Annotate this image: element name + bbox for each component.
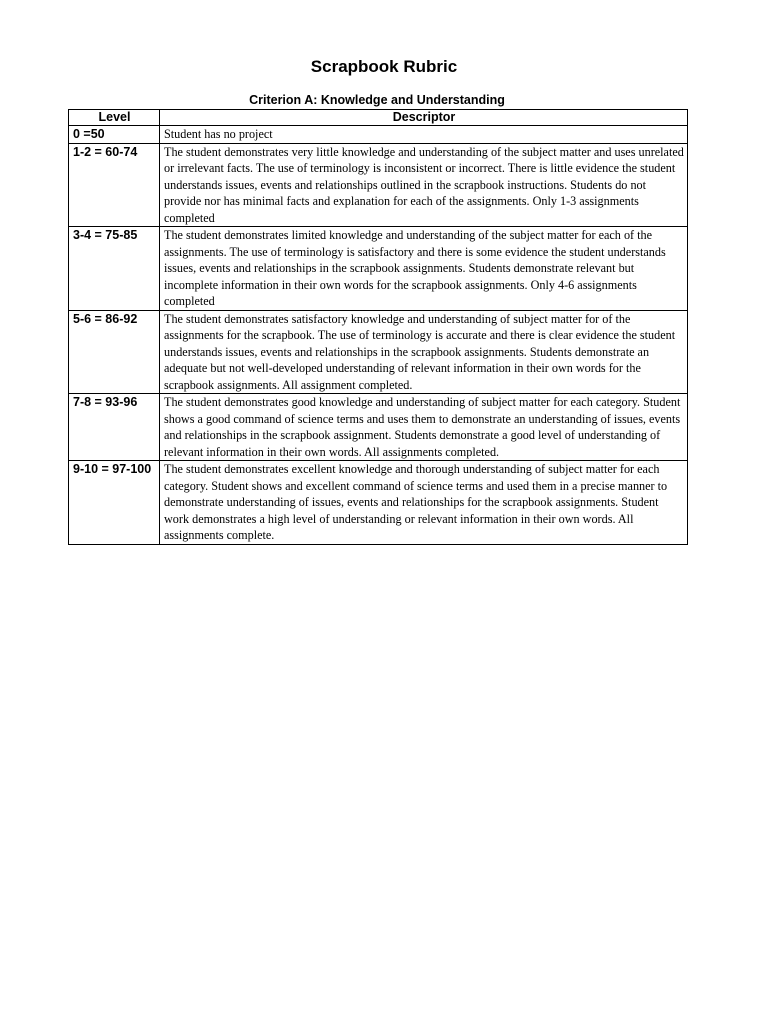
descriptor-cell: The student demonstrates very little knowledge and understanding of the subject matter and uses unrelated or irrelevant facts. The use of terminology is inconsistent or incorrect. There is little evidence the student understands issues, events and relationships outlined in the scrapbook instructions. Students do not provide nor has minimal facts and explanation for each of the assignments. Only 1-3 assignments completed (160, 143, 688, 227)
rubric-table (68, 109, 688, 545)
descriptor-column-header: Descriptor (160, 110, 688, 126)
level-cell: 5-6 = 86-92 (69, 310, 160, 394)
level-cell: 1-2 = 60-74 (69, 143, 160, 227)
page-title: Scrapbook Rubric (310, 57, 458, 76)
descriptor-cell: The student demonstrates good knowledge and understanding of subject matter for each category. Student shows a good command of science terms and uses them to demonstrate an understanding of issues, events and relationships in the scrapbook assignment. Students demonstrate a good level of understanding of relevant information in their own words. All assignments completed. (160, 394, 688, 461)
criterion-heading: Criterion A: Knowledge and Understanding (249, 93, 505, 107)
descriptor-cell: The student demonstrates satisfactory knowledge and understanding of subject matter for of the assignments for the scrapbook. The use of terminology is accurate and there is clear evidence the student understands issues, events and relationships in the scrapbook assignments. Students demonstrate an adequate but not well-developed understanding of relevant information in their own words for the scrapbook assignments. All assignment completed. (160, 310, 688, 394)
descriptor-cell: The student demonstrates limited knowledge and understanding of the subject matter for each of the assignments. The use of terminology is satisfactory and there is some evidence the student understands issues, events and relationships in the scrapbook assignments. Students demonstrate relevant but incomplete information in their own words for the scrapbook assignments. Only 4-6 assignments completed (160, 227, 688, 311)
level-cell: 7-8 = 93-96 (69, 394, 160, 461)
table-row (69, 126, 688, 144)
table-row (69, 310, 688, 394)
table-row (69, 143, 688, 227)
table-row (69, 394, 688, 461)
descriptor-cell: Student has no project (160, 126, 688, 144)
table-row (69, 227, 688, 311)
level-cell: 3-4 = 75-85 (69, 227, 160, 311)
table-row (69, 461, 688, 545)
table-header-row (69, 110, 688, 126)
level-cell: 9-10 = 97-100 (69, 461, 160, 545)
descriptor-cell: The student demonstrates excellent knowledge and thorough understanding of subject matter for each category. Student shows and excellent command of science terms and used them in a precise manner to demonstrate understanding of issues, events and relationships for the scrapbook assignments. Student work demonstrates a high level of understanding or relevant information in their own words. All assignments complete. (160, 461, 688, 545)
level-column-header: Level (69, 110, 160, 126)
level-cell: 0 =50 (69, 126, 160, 144)
